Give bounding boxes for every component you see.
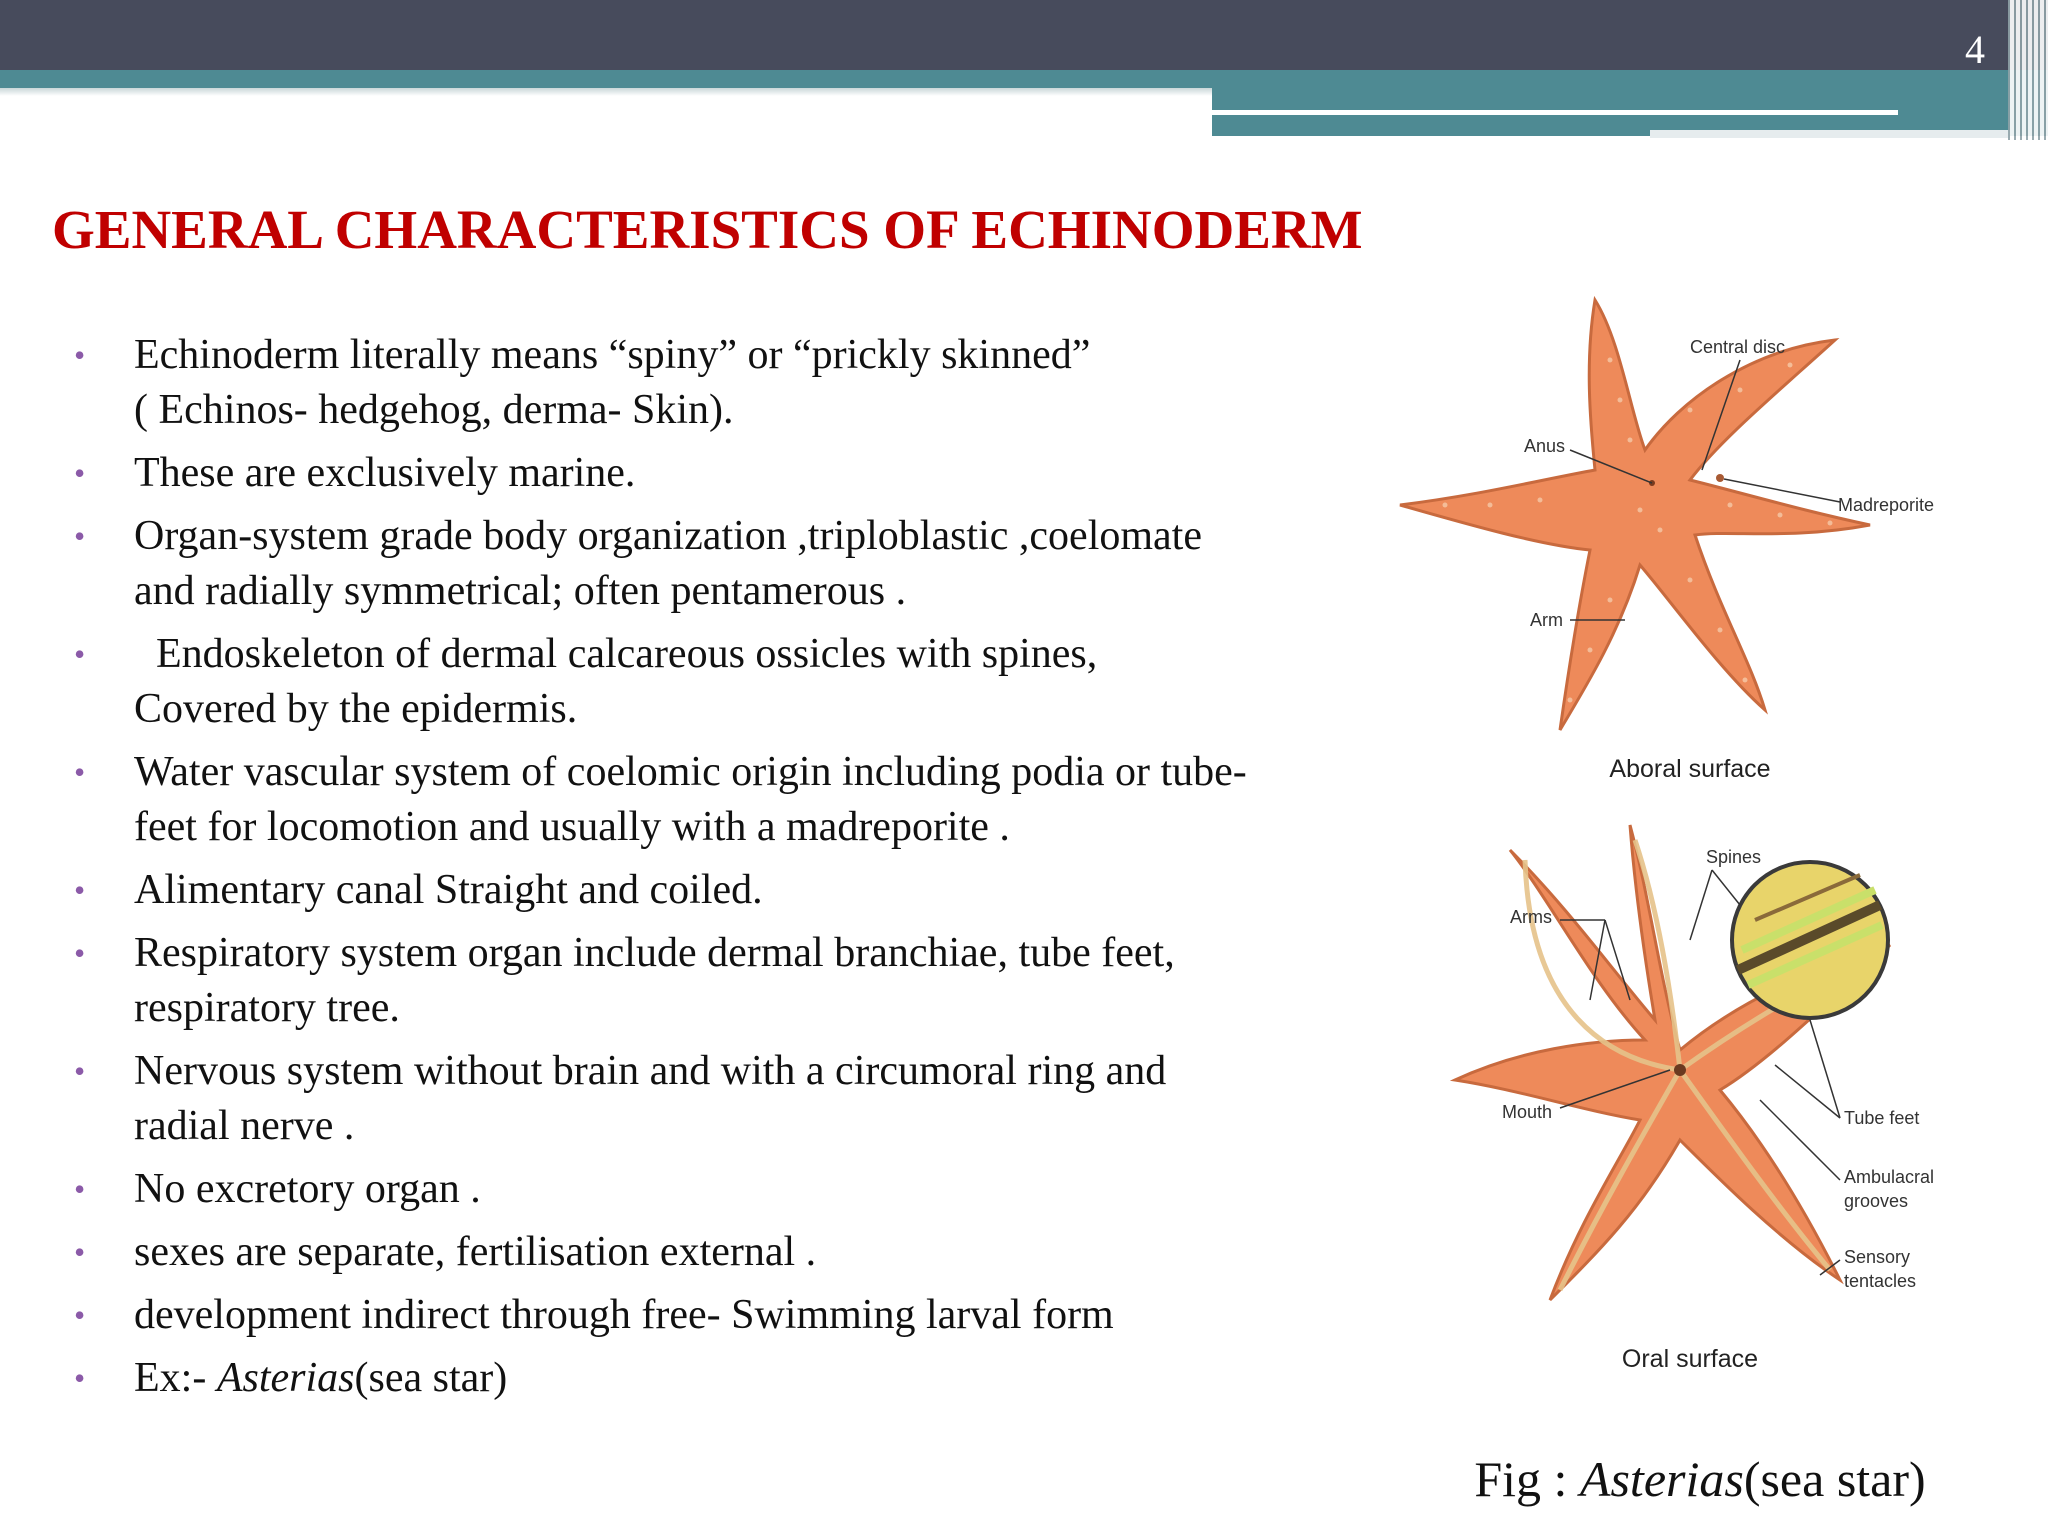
figure-caption: Fig : Asterias(sea star)	[1474, 1451, 1926, 1507]
list-item: • Endoskeleton of dermal calcareous ossicles with spines, Covered by the epidermis.	[74, 627, 1374, 737]
list-item: • Echinoderm literally means “spiny” or “prickly skinned” ( Echinos- hedgehog, derma- Skin).	[74, 328, 1374, 438]
bullet-icon: •	[74, 636, 86, 672]
list-item: • Respiratory system organ include dermal branchiae, tube feet, respiratory tree.	[74, 926, 1374, 1036]
label-arms: Arms	[1510, 907, 1552, 927]
list-item: • Water vascular system of coelomic origin including podia or tube- feet for locomotion and usually with a madreporite .	[74, 745, 1374, 855]
bullet-icon: •	[74, 1053, 86, 1089]
slide-title: GENERAL CHARACTERISTICS OF ECHINODERM	[52, 199, 1363, 260]
list-item: • Organ-system grade body organization ,triploblastic ,coelomate and radially symmetrical; often pentamerous .	[74, 509, 1374, 619]
starfish-body	[1400, 300, 1870, 730]
label-mouth: Mouth	[1502, 1102, 1553, 1122]
header-line-secondary	[1650, 130, 2010, 138]
magnified-detail	[1732, 862, 1888, 1018]
label-central-disc: Central disc	[1690, 337, 1786, 357]
bullet-icon: •	[74, 1297, 86, 1333]
madreporite-dot	[1716, 474, 1724, 482]
list-item: • Alimentary canal Straight and coiled.	[74, 863, 1374, 918]
list-item: • sexes are separate, fertilisation external .	[74, 1225, 1374, 1280]
bullet-icon: •	[74, 518, 86, 554]
bullet-icon: •	[74, 1171, 86, 1207]
aboral-starfish-illustration	[1400, 300, 1870, 730]
label-spines: Spines	[1706, 847, 1762, 867]
list-item: • Ex:- Asterias(sea star)	[74, 1351, 1374, 1406]
bullet-list	[74, 328, 1374, 1414]
bullet-icon: •	[74, 1234, 86, 1270]
list-item: • No excretory organ .	[74, 1162, 1374, 1217]
bullet-icon: •	[74, 872, 86, 908]
aboral-caption: Aboral surface	[1609, 755, 1771, 783]
bullet-icon: •	[74, 337, 86, 373]
list-item: • These are exclusively marine.	[74, 446, 1374, 501]
label-ambulacral-1: Ambulacral	[1844, 1167, 1935, 1187]
bullet-icon: •	[74, 754, 86, 790]
slide-number: 4	[1965, 27, 1985, 72]
list-item: • Nervous system without brain and with a circumoral ring and radial nerve .	[74, 1044, 1374, 1154]
starfish-figure	[1390, 280, 2030, 1420]
bullet-icon: •	[74, 455, 86, 491]
header-bar	[0, 0, 2048, 70]
label-sensory-1: Sensory	[1844, 1247, 1911, 1267]
bullet-icon: •	[74, 1360, 86, 1396]
label-sensory-2: tentacles	[1844, 1271, 1917, 1291]
label-madreporite: Madreporite	[1838, 495, 1935, 515]
oral-caption: Oral surface	[1621, 1345, 1759, 1373]
list-item: • development indirect through free- Swimming larval form	[74, 1288, 1374, 1343]
label-anus: Anus	[1524, 436, 1566, 456]
bullet-icon: •	[74, 935, 86, 971]
label-tube-feet: Tube feet	[1844, 1108, 1920, 1128]
mouth-dot	[1674, 1064, 1686, 1076]
header-line	[1212, 110, 1898, 115]
label-ambulacral-2: grooves	[1844, 1191, 1909, 1211]
label-arm: Arm	[1530, 610, 1563, 630]
header-edge-stripes	[2008, 0, 2048, 140]
